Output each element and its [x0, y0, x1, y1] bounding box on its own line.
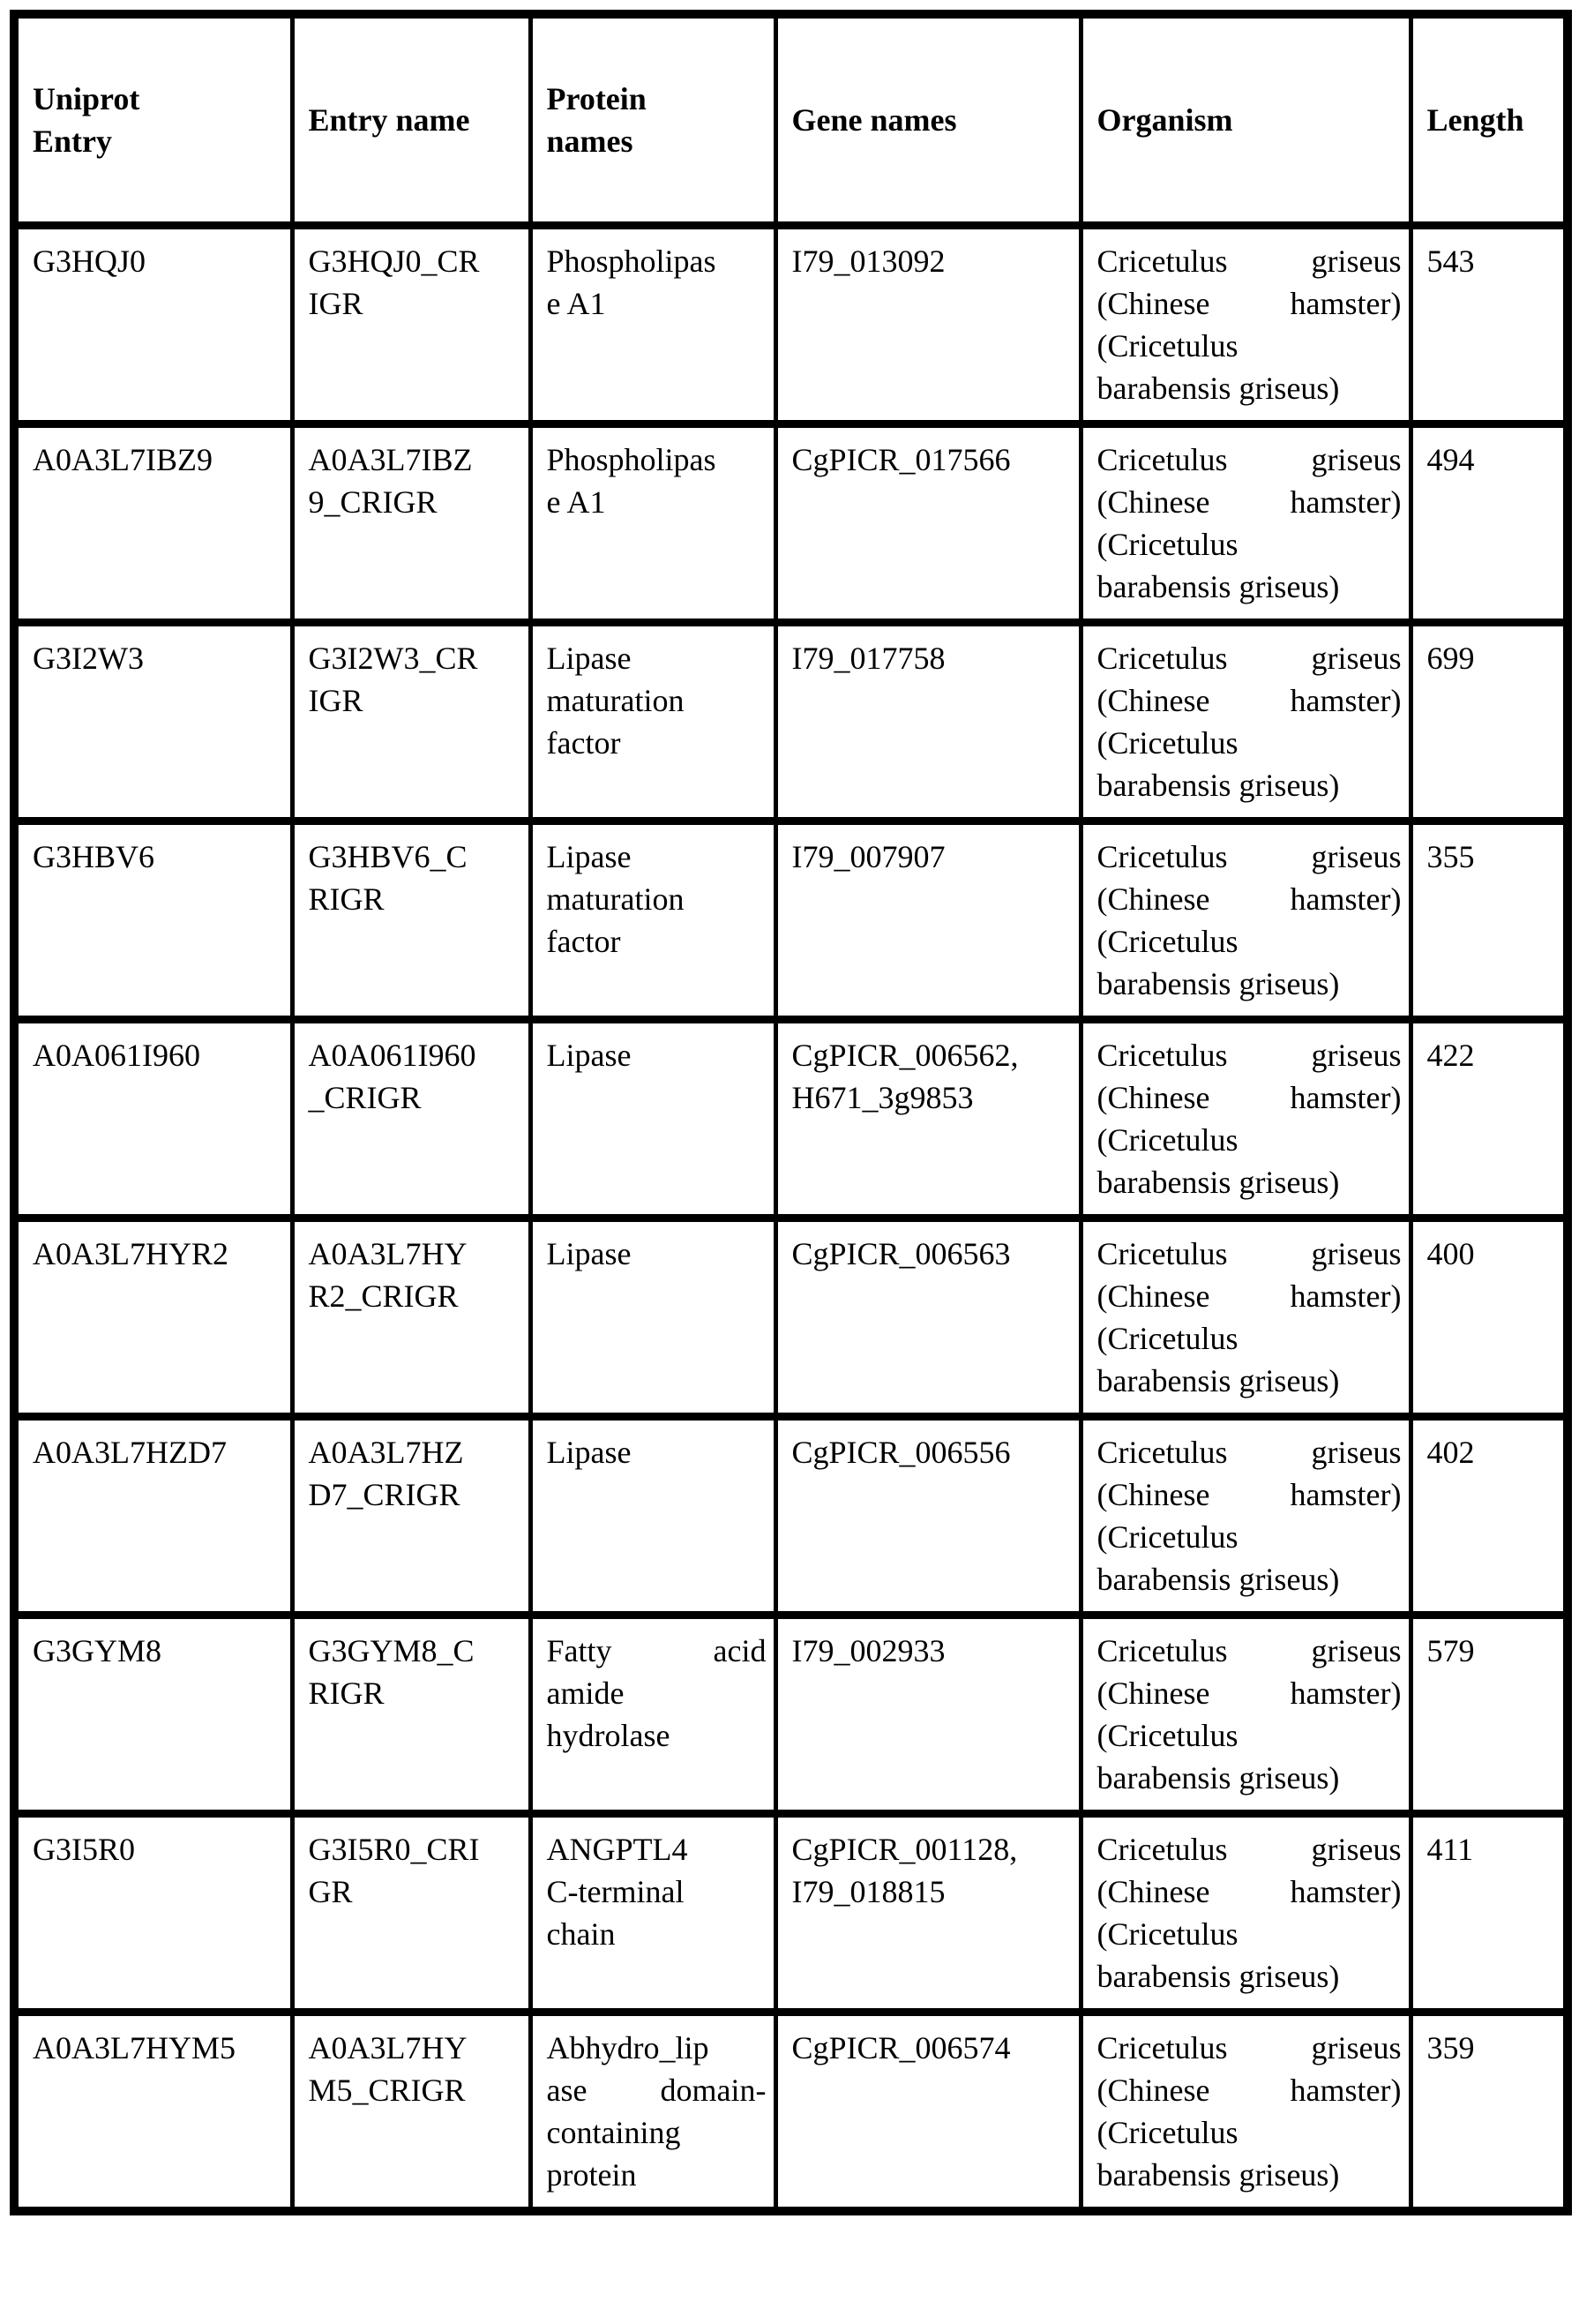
cell-gene-names: CgPICR_006574: [775, 2013, 1081, 2212]
cell-line: Cricetulus griseus: [1096, 1832, 1402, 1867]
cell-line: protein: [546, 2157, 637, 2193]
cell-line: M5_CRIGR: [308, 2073, 466, 2108]
cell-line: G3HQJ0_CR: [308, 244, 480, 279]
cell-organism: [1081, 821, 1411, 1020]
cell-length: 699: [1411, 623, 1568, 821]
cell-line: A0A3L7HY: [308, 1236, 468, 1271]
cell-line: I79_018815: [791, 1874, 946, 1909]
cell-line: Uniprot: [33, 81, 140, 116]
cell-line: RIGR: [308, 1676, 385, 1711]
cell-entry-name: [292, 821, 530, 1020]
cell-line: 9_CRIGR: [308, 484, 438, 520]
cell-protein-names: Lipase: [530, 1417, 775, 1616]
cell-line: (Cricetulus: [1096, 725, 1239, 761]
cell-uniprot-entry: A0A061I960: [14, 1020, 292, 1218]
cell-line: A0A061I960: [308, 1038, 476, 1073]
cell-gene-names: I79_002933: [775, 1616, 1081, 1814]
table-header-row: [14, 14, 1568, 226]
cell-line: (Cricetulus: [1096, 1916, 1239, 1952]
cell-gene-names: [775, 1814, 1081, 2013]
cell-protein-names: Lipase: [530, 1020, 775, 1218]
cell-line: (Chinese hamster): [1096, 1278, 1402, 1314]
cell-line: C-terminal: [546, 1874, 685, 1909]
cell-line: Cricetulus griseus: [1096, 1236, 1402, 1271]
cell-gene-names: [775, 1020, 1081, 1218]
column-header-organism: Organism: [1081, 14, 1411, 226]
cell-line: Cricetulus griseus: [1096, 244, 1402, 279]
cell-organism: [1081, 623, 1411, 821]
cell-line: H671_3g9853: [791, 1080, 974, 1115]
cell-organism: [1081, 1417, 1411, 1616]
cell-line: chain: [546, 1916, 616, 1952]
cell-uniprot-entry: G3I2W3: [14, 623, 292, 821]
cell-line: G3GYM8_C: [308, 1633, 475, 1668]
cell-protein-names: [530, 2013, 775, 2212]
cell-uniprot-entry: G3GYM8: [14, 1616, 292, 1814]
cell-line: Lipase: [546, 839, 632, 874]
cell-line: amide: [546, 1676, 625, 1711]
cell-line: R2_CRIGR: [308, 1278, 459, 1314]
cell-line: (Cricetulus: [1096, 2115, 1239, 2150]
cell-uniprot-entry: G3I5R0: [14, 1814, 292, 2013]
cell-line: (Cricetulus: [1096, 328, 1239, 364]
cell-organism: [1081, 226, 1411, 424]
cell-line: (Chinese hamster): [1096, 2073, 1402, 2108]
cell-line: IGR: [308, 286, 363, 321]
cell-length: 422: [1411, 1020, 1568, 1218]
cell-protein-names: [530, 821, 775, 1020]
cell-line: Protein: [546, 81, 647, 116]
cell-line: _CRIGR: [308, 1080, 422, 1115]
column-header-length: Length: [1411, 14, 1568, 226]
cell-line: Abhydro_lip: [546, 2030, 709, 2065]
cell-line: names: [546, 124, 633, 159]
cell-line: ase domain-: [546, 2073, 767, 2108]
cell-line: maturation: [546, 881, 685, 917]
cell-line: barabensis griseus): [1096, 1760, 1340, 1795]
cell-line: barabensis griseus): [1096, 1562, 1340, 1597]
cell-entry-name: [292, 2013, 530, 2212]
cell-line: hydrolase: [546, 1718, 670, 1753]
cell-line: Cricetulus griseus: [1096, 839, 1402, 874]
cell-entry-name: [292, 1616, 530, 1814]
cell-protein-names: [530, 424, 775, 623]
cell-uniprot-entry: A0A3L7IBZ9: [14, 424, 292, 623]
cell-line: GR: [308, 1874, 353, 1909]
cell-line: barabensis griseus): [1096, 1363, 1340, 1398]
cell-gene-names: CgPICR_006556: [775, 1417, 1081, 1616]
cell-protein-names: [530, 226, 775, 424]
cell-line: (Chinese hamster): [1096, 683, 1402, 718]
cell-organism: [1081, 424, 1411, 623]
cell-line: A0A3L7HZ: [308, 1435, 464, 1470]
cell-length: 494: [1411, 424, 1568, 623]
cell-line: Cricetulus griseus: [1096, 1633, 1402, 1668]
cell-line: Cricetulus griseus: [1096, 1435, 1402, 1470]
cell-gene-names: CgPICR_017566: [775, 424, 1081, 623]
column-header-gene-names: Gene names: [775, 14, 1081, 226]
cell-line: (Cricetulus: [1096, 1122, 1239, 1158]
cell-line: A0A3L7IBZ: [308, 442, 473, 477]
cell-protein-names: [530, 1814, 775, 2013]
cell-entry-name: [292, 1417, 530, 1616]
cell-line: barabensis griseus): [1096, 1165, 1340, 1200]
cell-protein-names: [530, 623, 775, 821]
cell-line: Cricetulus griseus: [1096, 442, 1402, 477]
cell-line: (Cricetulus: [1096, 924, 1239, 959]
cell-length: 579: [1411, 1616, 1568, 1814]
cell-line: factor: [546, 924, 621, 959]
cell-line: (Cricetulus: [1096, 527, 1239, 562]
cell-line: ANGPTL4: [546, 1832, 688, 1867]
cell-line: CgPICR_001128,: [791, 1832, 1018, 1867]
cell-length: 359: [1411, 2013, 1568, 2212]
cell-protein-names: Lipase: [530, 1218, 775, 1417]
cell-line: Fatty acid: [546, 1633, 767, 1668]
table-row: [14, 821, 1568, 1020]
cell-line: A0A3L7HY: [308, 2030, 468, 2065]
cell-line: barabensis griseus): [1096, 569, 1340, 604]
cell-line: G3I5R0_CRI: [308, 1832, 480, 1867]
cell-uniprot-entry: A0A3L7HYR2: [14, 1218, 292, 1417]
cell-entry-name: [292, 1814, 530, 2013]
cell-organism: [1081, 1218, 1411, 1417]
table-row: [14, 1218, 1568, 1417]
cell-gene-names: I79_017758: [775, 623, 1081, 821]
cell-line: (Chinese hamster): [1096, 286, 1402, 321]
cell-line: barabensis griseus): [1096, 371, 1340, 406]
cell-line: Phospholipas: [546, 442, 716, 477]
cell-uniprot-entry: G3HBV6: [14, 821, 292, 1020]
cell-line: (Cricetulus: [1096, 1321, 1239, 1356]
cell-line: e A1: [546, 286, 606, 321]
cell-entry-name: [292, 226, 530, 424]
cell-gene-names: I79_013092: [775, 226, 1081, 424]
cell-line: barabensis griseus): [1096, 2157, 1340, 2193]
cell-entry-name: [292, 1218, 530, 1417]
cell-line: Phospholipas: [546, 244, 716, 279]
cell-entry-name: [292, 623, 530, 821]
table-row: [14, 1616, 1568, 1814]
cell-line: containing: [546, 2115, 681, 2150]
cell-organism: [1081, 1020, 1411, 1218]
cell-line: (Chinese hamster): [1096, 1676, 1402, 1711]
cell-line: barabensis griseus): [1096, 768, 1340, 803]
cell-line: (Chinese hamster): [1096, 484, 1402, 520]
cell-length: 355: [1411, 821, 1568, 1020]
cell-line: (Chinese hamster): [1096, 1080, 1402, 1115]
cell-line: barabensis griseus): [1096, 966, 1340, 1001]
cell-line: Lipase: [546, 641, 632, 676]
cell-line: barabensis griseus): [1096, 1959, 1340, 1994]
cell-line: (Chinese hamster): [1096, 1477, 1402, 1512]
cell-line: (Cricetulus: [1096, 1718, 1239, 1753]
cell-organism: [1081, 1814, 1411, 2013]
cell-line: (Chinese hamster): [1096, 881, 1402, 917]
cell-entry-name: [292, 424, 530, 623]
cell-line: factor: [546, 725, 621, 761]
column-header-entry-name: Entry name: [292, 14, 530, 226]
cell-line: G3I2W3_CR: [308, 641, 478, 676]
cell-length: 411: [1411, 1814, 1568, 2013]
cell-protein-names: [530, 1616, 775, 1814]
cell-gene-names: I79_007907: [775, 821, 1081, 1020]
cell-length: 402: [1411, 1417, 1568, 1616]
cell-line: e A1: [546, 484, 606, 520]
cell-line: CgPICR_006562,: [791, 1038, 1019, 1073]
cell-line: Cricetulus griseus: [1096, 1038, 1402, 1073]
table-row: [14, 226, 1568, 424]
cell-uniprot-entry: A0A3L7HYM5: [14, 2013, 292, 2212]
table-row: [14, 424, 1568, 623]
cell-line: G3HBV6_C: [308, 839, 468, 874]
table-row: [14, 1020, 1568, 1218]
cell-line: RIGR: [308, 881, 385, 917]
cell-line: IGR: [308, 683, 363, 718]
cell-entry-name: [292, 1020, 530, 1218]
cell-organism: [1081, 1616, 1411, 1814]
column-header-uniprot-entry: [14, 14, 292, 226]
cell-length: 400: [1411, 1218, 1568, 1417]
cell-line: (Cricetulus: [1096, 1519, 1239, 1555]
uniprot-entries-table: [10, 10, 1572, 2215]
cell-line: Cricetulus griseus: [1096, 2030, 1402, 2065]
table-row: [14, 1417, 1568, 1616]
cell-uniprot-entry: A0A3L7HZD7: [14, 1417, 292, 1616]
cell-uniprot-entry: G3HQJ0: [14, 226, 292, 424]
column-header-protein-names: [530, 14, 775, 226]
cell-length: 543: [1411, 226, 1568, 424]
cell-line: maturation: [546, 683, 685, 718]
cell-line: D7_CRIGR: [308, 1477, 460, 1512]
table-row: [14, 2013, 1568, 2212]
cell-gene-names: CgPICR_006563: [775, 1218, 1081, 1417]
table-row: [14, 1814, 1568, 2013]
cell-line: Entry: [33, 124, 112, 159]
table-row: [14, 623, 1568, 821]
cell-line: Cricetulus griseus: [1096, 641, 1402, 676]
cell-organism: [1081, 2013, 1411, 2212]
cell-line: (Chinese hamster): [1096, 1874, 1402, 1909]
